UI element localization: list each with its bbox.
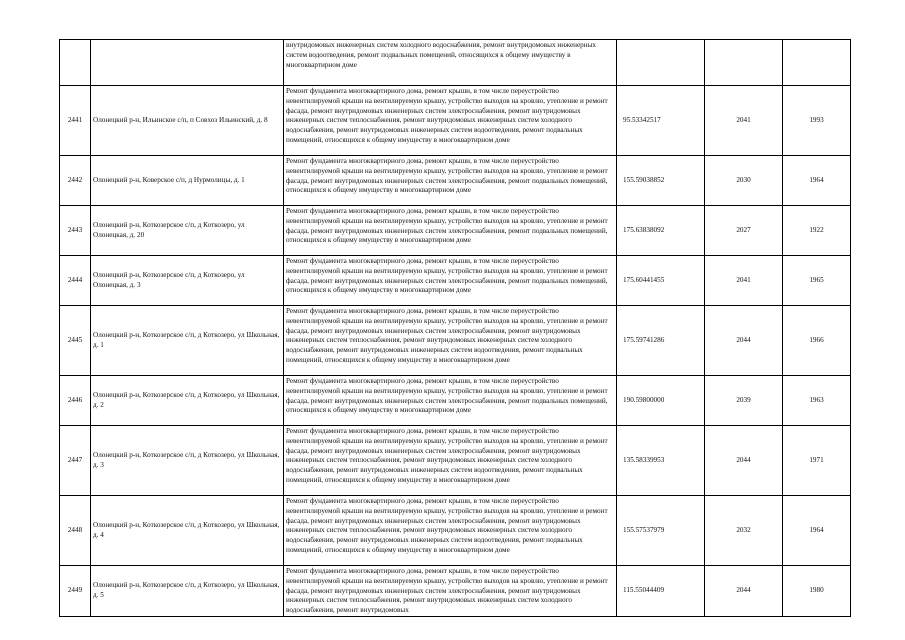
table-row [60, 206, 851, 256]
row-cost: 155.59038852 [617, 156, 705, 206]
row-number: 2445 [60, 306, 91, 376]
row-year: 2044 [705, 566, 783, 617]
table-row [60, 426, 851, 496]
row-number [60, 40, 91, 86]
row-built-year: 1964 [783, 156, 851, 206]
row-year: 2032 [705, 496, 783, 566]
row-built-year: 1965 [783, 256, 851, 306]
row-works: Ремонт фундамента многоквартирного дома, ремонт крыши, в том числе переустройство невентилируемой крыши на вентилируемую крышу, устройство выходов на кровлю, утепление и ремонт фасада, ремонт внутридомовых инженерных систем электроснабжения, ремонт подвальных помещений, относящихся к общему имуществу в многоквартирном доме [284, 376, 617, 426]
row-number: 2444 [60, 256, 91, 306]
row-built-year: 1963 [783, 376, 851, 426]
row-year: 2039 [705, 376, 783, 426]
row-works: Ремонт фундамента многоквартирного дома, ремонт крыши, в том числе переустройство невентилируемой крыши на вентилируемую крышу, устройство выходов на кровлю, утепление и ремонт фасада, ремонт внутридомовых инженерных систем электроснабжения, ремонт внутридомовых инженерных систем теплоснабжения, ремонт внутридомовых инженерных систем холодного водоснабжения, ремонт внутридомовых инженерных систем водоотведения, ремонт подвальных помещений, относящихся к общему имуществу в многоквартирном доме [284, 306, 617, 376]
table-row [60, 376, 851, 426]
row-works: Ремонт фундамента многоквартирного дома, ремонт крыши, в том числе переустройство невентилируемой крыши на вентилируемую крышу, устройство выходов на кровлю, утепление и ремонт фасада, ремонт внутридомовых инженерных систем электроснабжения, ремонт внутридомовых инженерных систем теплоснабжения, ремонт внутридомовых инженерных систем холодного водоснабжения, ремонт внутридомовых [284, 566, 617, 617]
row-cost: 175.60441455 [617, 256, 705, 306]
table-row [60, 40, 851, 86]
row-address: Олонецкий р-н, Коткозерское с/п, д Коткозеро, ул Олонецкая, д. 3 [91, 256, 284, 306]
row-works: Ремонт фундамента многоквартирного дома, ремонт крыши, в том числе переустройство невентилируемой крыши на вентилируемую крышу, устройство выходов на кровлю, утепление и ремонт фасада, ремонт внутридомовых инженерных систем электроснабжения, ремонт подвальных помещений, относящихся к общему имуществу в многоквартирном доме [284, 156, 617, 206]
row-number: 2449 [60, 566, 91, 617]
row-number: 2446 [60, 376, 91, 426]
row-built-year: 1971 [783, 426, 851, 496]
row-works: Ремонт фундамента многоквартирного дома, ремонт крыши, в том числе переустройство невентилируемой крыши на вентилируемую крышу, устройство выходов на кровлю, утепление и ремонт фасада, ремонт внутридомовых инженерных систем электроснабжения, ремонт подвальных помещений, относящихся к общему имуществу в многоквартирном доме [284, 206, 617, 256]
table-row [60, 566, 851, 617]
table-row [60, 86, 851, 156]
row-address [91, 40, 284, 86]
row-address: Олонецкий р-н, Ильинское с/п, п Совхоз Ильинский, д. 8 [91, 86, 284, 156]
row-number: 2443 [60, 206, 91, 256]
row-number: 2448 [60, 496, 91, 566]
row-year: 2044 [705, 306, 783, 376]
row-address: Олонецкий р-н, Коткозерское с/п, д Коткозеро, ул Олонецкая, д. 20 [91, 206, 284, 256]
row-year: 2041 [705, 86, 783, 156]
row-works: внутридомовых инженерных систем холодного водоснабжения, ремонт внутридомовых инженерных систем водоотведения, ремонт подвальных помещений, относящихся к общему имуществу в многоквартирном доме [284, 40, 617, 86]
row-year: 2044 [705, 426, 783, 496]
row-cost: 135.58339953 [617, 426, 705, 496]
row-cost: 155.57537979 [617, 496, 705, 566]
row-address: Олонецкий р-н, Коткозерское с/п, д Коткозеро, ул Школьная, д. 5 [91, 566, 284, 617]
row-address: Олонецкий р-н, Коткозерское с/п, д Коткозеро, ул Школьная, д. 1 [91, 306, 284, 376]
row-number: 2441 [60, 86, 91, 156]
row-built-year: 1922 [783, 206, 851, 256]
row-number: 2442 [60, 156, 91, 206]
row-year: 2041 [705, 256, 783, 306]
row-cost: 190.59800000 [617, 376, 705, 426]
table-row [60, 306, 851, 376]
row-year: 2030 [705, 156, 783, 206]
row-built-year [783, 40, 851, 86]
table-row [60, 496, 851, 566]
row-cost: 175.63838092 [617, 206, 705, 256]
row-cost: 95.53342517 [617, 86, 705, 156]
row-year: 2027 [705, 206, 783, 256]
row-address: Олонецкий р-н, Коткозерское с/п, д Коткозеро, ул Школьная, д. 2 [91, 376, 284, 426]
row-built-year: 1966 [783, 306, 851, 376]
row-works: Ремонт фундамента многоквартирного дома, ремонт крыши, в том числе переустройство невентилируемой крыши на вентилируемую крышу, устройство выходов на кровлю, утепление и ремонт фасада, ремонт внутридомовых инженерных систем электроснабжения, ремонт подвальных помещений, относящихся к общему имуществу в многоквартирном доме [284, 256, 617, 306]
row-cost [617, 40, 705, 86]
row-built-year: 1964 [783, 496, 851, 566]
row-works: Ремонт фундамента многоквартирного дома, ремонт крыши, в том числе переустройство невентилируемой крыши на вентилируемую крышу, устройство выходов на кровлю, утепление и ремонт фасада, ремонт внутридомовых инженерных систем электроснабжения, ремонт внутридомовых инженерных систем теплоснабжения, ремонт внутридомовых инженерных систем холодного водоснабжения, ремонт внутридомовых инженерных систем водоотведения, ремонт подвальных помещений, относящихся к общему имуществу в многоквартирном доме [284, 426, 617, 496]
row-built-year: 1993 [783, 86, 851, 156]
row-number: 2447 [60, 426, 91, 496]
table-row [60, 156, 851, 206]
table-row [60, 256, 851, 306]
row-works: Ремонт фундамента многоквартирного дома, ремонт крыши, в том числе переустройство невентилируемой крыши на вентилируемую крышу, устройство выходов на кровлю, утепление и ремонт фасада, ремонт внутридомовых инженерных систем электроснабжения, ремонт внутридомовых инженерных систем теплоснабжения, ремонт внутридомовых инженерных систем холодного водоснабжения, ремонт внутридомовых инженерных систем водоотведения, ремонт подвальных помещений, относящихся к общему имуществу в многоквартирном доме [284, 496, 617, 566]
capital-repair-table [59, 39, 851, 617]
row-address: Олонецкий р-н, Коткозерское с/п, д Коткозеро, ул Школьная, д. 3 [91, 426, 284, 496]
row-works: Ремонт фундамента многоквартирного дома, ремонт крыши, в том числе переустройство невентилируемой крыши на вентилируемую крышу, устройство выходов на кровлю, утепление и ремонт фасада, ремонт внутридомовых инженерных систем электроснабжения, ремонт внутридомовых инженерных систем теплоснабжения, ремонт внутридомовых инженерных систем холодного водоснабжения, ремонт внутридомовых инженерных систем водоотведения, ремонт подвальных помещений, относящихся к общему имуществу в многоквартирном доме [284, 86, 617, 156]
row-address: Олонецкий р-н, Коткозерское с/п, д Коткозеро, ул Школьная, д. 4 [91, 496, 284, 566]
row-cost: 115.55044409 [617, 566, 705, 617]
row-address: Олонецкий р-н, Коверское с/п, д Нурмолицы, д. 1 [91, 156, 284, 206]
row-cost: 175.59741286 [617, 306, 705, 376]
row-year [705, 40, 783, 86]
row-built-year: 1980 [783, 566, 851, 617]
